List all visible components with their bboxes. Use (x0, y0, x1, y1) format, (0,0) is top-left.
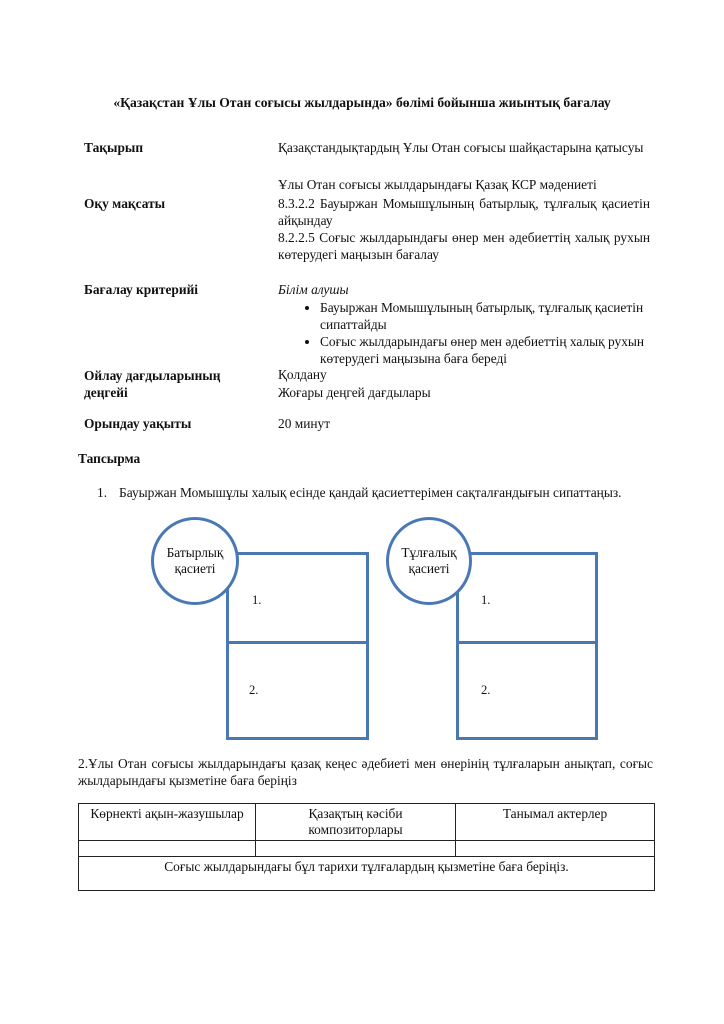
table-footer-row (79, 857, 655, 891)
left-circle (151, 517, 239, 605)
table-cell[interactable] (79, 841, 256, 857)
right-item-1: 1. (481, 593, 491, 607)
table-cell[interactable] (456, 841, 655, 857)
topic-line-2: Ұлы Отан соғысы жылдарындағы Қазақ КСР мәдениеті (278, 177, 597, 192)
thinking-label: Ойлау дағдыларының деңгейі (84, 368, 221, 400)
table-header-composers: Қазақтың кәсіби композиторлары (256, 804, 456, 841)
right-box-2 (456, 641, 598, 740)
left-box-1 (226, 552, 369, 647)
criteria-intro: Білім алушы (278, 282, 349, 297)
task1-text: Бауыржан Момышұлы халық есінде қандай қасиеттерімен сақталғандығын сипаттаңыз. (119, 485, 622, 500)
thinking-line-1: Қолдану (278, 367, 327, 382)
table-header-writers: Көрнекті ақын-жазушылар (79, 804, 256, 841)
table-footer: Соғыс жылдарындағы бұл тарихи тұлғалардың қызметіне баға беріңіз. (79, 857, 655, 891)
right-box-1 (456, 552, 598, 647)
right-circle (386, 517, 472, 605)
document-title: «Қазақстан Ұлы Отан соғысы жылдарында» бөлімі бойынша жиынтық бағалау (113, 95, 611, 110)
right-item-2: 2. (481, 683, 491, 697)
goal-line-1: 8.3.2.2 Бауыржан Момышұлының батырлық, тұлғалық қасиетін айқындау (278, 196, 650, 228)
table-header-row (79, 804, 655, 841)
table-cell[interactable] (256, 841, 456, 857)
left-circle-label: Батырлық қасиеті (166, 545, 224, 576)
criteria-item: • Соғыс жылдарындағы өнер мен әдебиеттің халық рухын көтерудегі маңызына баға береді (320, 333, 650, 367)
criteria-label: Бағалау критерийі (84, 282, 199, 297)
task1-number: 1. (97, 485, 108, 500)
goal-line-2: 8.2.2.5 Соғыс жылдарындағы өнер мен әдебиеттің халық рухын көтерудегі маңызын бағалау (278, 230, 650, 262)
right-circle-label: Тұлғалық қасиеті (401, 545, 457, 576)
goal-label: Оқу мақсаты (84, 196, 166, 211)
topic-label: Тақырып (84, 140, 144, 155)
task-heading: Тапсырма (78, 451, 141, 466)
criteria-item: • Бауыржан Момышұлының батырлық, тұлғалық қасиетін сипаттайды (320, 299, 650, 333)
topic-line-1: Қазақстандықтардың Ұлы Отан соғысы шайқастарына қатысуы (278, 140, 644, 155)
left-item-2: 2. (249, 683, 259, 697)
task2-text: 2.Ұлы Отан соғысы жылдарындағы қазақ кеңес әдебиеті мен өнерінің тұлғаларын анықтап, соғыс жылдарындағы қызметіне баға беріңіз (78, 756, 653, 788)
left-item-1: 1. (252, 593, 262, 607)
criteria-list (300, 299, 650, 367)
time-label: Орындау уақыты (84, 416, 192, 431)
table-header-actors: Танымал актерлер (456, 804, 655, 841)
table-row (79, 841, 655, 857)
thinking-line-2: Жоғары деңгей дағдылары (278, 385, 431, 400)
time-value: 20 минут (278, 416, 331, 431)
left-box-2 (226, 641, 369, 740)
figures-table (78, 803, 655, 891)
